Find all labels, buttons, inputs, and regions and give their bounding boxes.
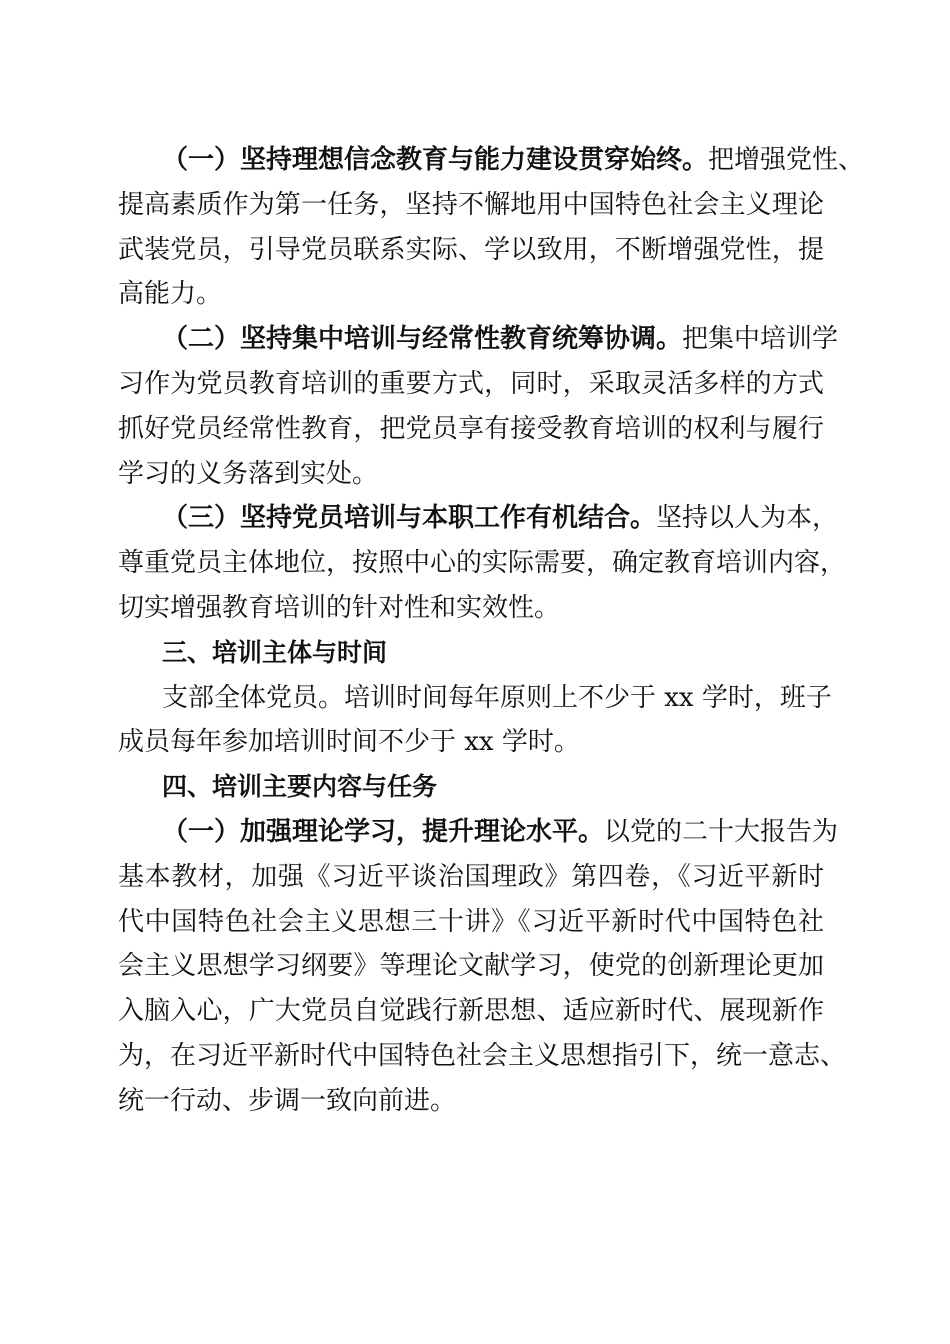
paragraph-lead: （二）坚持集中培训与经常性教育统筹协调。 xyxy=(162,324,683,355)
paragraph-text: 学习的义务落到实处。 xyxy=(118,458,379,489)
paragraph-text: 习作为党员教育培训的重要方式，同时，采取灵活多样的方式 xyxy=(118,368,824,399)
paragraph-line xyxy=(118,1079,824,1124)
paragraph-line xyxy=(118,228,824,273)
paragraph-line xyxy=(118,138,865,183)
paragraph-line xyxy=(118,496,839,541)
paragraph-text: 武装党员，引导党员联系实际、学以致用，不断增强党性，提 xyxy=(118,234,824,265)
paragraph-text: 统一行动、步调一致向前进。 xyxy=(118,1085,457,1116)
paragraph-line xyxy=(118,272,824,317)
paragraph-line xyxy=(118,720,824,765)
paragraph-line xyxy=(118,944,824,989)
paragraph-text: 抓好党员经常性教育，把党员享有接受教育培训的权利与履行 xyxy=(118,413,824,444)
section-heading: 四、培训主要内容与任务 xyxy=(162,772,438,802)
paragraph-line xyxy=(118,1034,847,1079)
paragraph-line xyxy=(118,452,824,497)
paragraph-line xyxy=(118,407,824,452)
paragraph-text: 把增强党性、 xyxy=(708,145,865,175)
document-body xyxy=(118,138,865,1124)
paragraph-text: 入脑入心，广大党员自觉践行新思想、适应新时代、展现新作 xyxy=(118,996,824,1027)
paragraph-text: 基本教材，加强《习近平谈治国理政》第四卷，《习近平新时 xyxy=(118,861,824,892)
paragraph-text: 会主义思想学习纲要》等理论文献学习，使党的创新理论更加 xyxy=(118,951,824,982)
paragraph-lead: （一）加强理论学习，提升理论水平。 xyxy=(162,816,605,847)
paragraph-lead: （一）坚持理想信念教育与能力建设贯穿始终。 xyxy=(162,145,709,175)
paragraph-line xyxy=(118,810,839,855)
paragraph-text: 提高素质作为第一任务，坚持不懈地用中国特色社会主义理论 xyxy=(118,189,824,220)
paragraph-text: 成员每年参加培训时间不少于 xx 学时。 xyxy=(118,727,580,758)
paragraph-text: 坚持以人为本， xyxy=(656,503,839,534)
paragraph-text: 代中国特色社会主义思想三十讲》《习近平新时代中国特色社 xyxy=(118,906,824,937)
paragraph-line xyxy=(118,541,847,586)
paragraph-line xyxy=(118,989,824,1034)
paragraph-line xyxy=(118,676,832,721)
section-heading: 三、培训主体与时间 xyxy=(162,637,388,667)
paragraph-line xyxy=(118,362,824,407)
paragraph-text: 以党的二十大报告为 xyxy=(604,816,839,847)
paragraph-line xyxy=(118,183,824,228)
paragraph-line xyxy=(118,900,824,945)
paragraph-text: 高能力。 xyxy=(118,279,223,310)
paragraph-text: 把集中培训学 xyxy=(682,324,839,355)
paragraph-text: 切实增强教育培训的针对性和实效性。 xyxy=(118,592,561,623)
paragraph-line xyxy=(118,855,824,900)
paragraph-text: 尊重党员主体地位，按照中心的实际需要，确定教育培训内容， xyxy=(118,548,847,579)
paragraph-line xyxy=(118,317,839,362)
paragraph-text: 为，在习近平新时代中国特色社会主义思想指引下，统一意志、 xyxy=(118,1040,847,1071)
paragraph-lead: （三）坚持党员培训与本职工作有机结合。 xyxy=(162,503,657,534)
paragraph-line xyxy=(118,586,824,631)
paragraph-text: 支部全体党员。培训时间每年原则上不少于 xx 学时，班子 xyxy=(162,682,832,713)
